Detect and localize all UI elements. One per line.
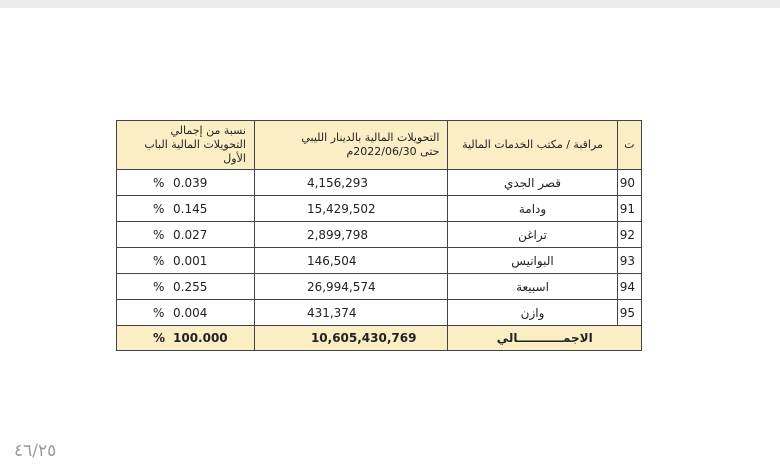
percent-sign: % (153, 201, 165, 216)
percent-sign: % (153, 331, 166, 345)
table-header-row (117, 121, 642, 170)
header-amount-line1: التحويلات المالية بالدينار الليبي (301, 131, 440, 144)
transfer-amount: 2,899,798 (254, 222, 448, 248)
total-row (117, 326, 642, 351)
table-row (117, 222, 642, 248)
transfer-amount: 431,374 (254, 300, 448, 326)
table-row (117, 300, 642, 326)
total-percentage-value: 100.000 (173, 331, 228, 345)
percent-sign: % (153, 279, 165, 294)
percentage-cell (117, 196, 255, 222)
percentage-cell (117, 248, 255, 274)
page-number: ٤٦/٢٥ (14, 441, 57, 461)
row-number: 93 (617, 248, 641, 274)
transfer-amount: 4,156,293 (254, 170, 448, 196)
percentage-value: 0.001 (173, 253, 208, 268)
total-percentage-cell (117, 326, 255, 351)
transfer-amount: 15,429,502 (254, 196, 448, 222)
header-amount (254, 121, 448, 170)
percentage-value: 0.004 (173, 305, 208, 320)
office-name: البوانيس (448, 248, 617, 274)
header-no: ت (617, 121, 641, 170)
percent-sign: % (153, 227, 165, 242)
header-office: مراقبة / مكتب الخدمات المالية (448, 121, 617, 170)
top-strip (0, 0, 780, 8)
office-name: ودامة (448, 196, 617, 222)
table-row (117, 170, 642, 196)
office-name: قصر الجدي (448, 170, 617, 196)
header-percentage (117, 121, 255, 170)
table-row (117, 274, 642, 300)
total-amount: 10,605,430,769 (254, 326, 448, 351)
office-name: تراغن (448, 222, 617, 248)
percentage-value: 0.255 (173, 279, 208, 294)
row-number: 95 (617, 300, 641, 326)
header-pct-line1: نسبة من إجمالي (170, 124, 246, 137)
row-number: 92 (617, 222, 641, 248)
percentage-cell (117, 222, 255, 248)
percent-sign: % (153, 253, 165, 268)
office-name: وازن (448, 300, 617, 326)
row-number: 91 (617, 196, 641, 222)
percentage-value: 0.145 (173, 201, 208, 216)
transfer-amount: 146,504 (254, 248, 448, 274)
percentage-cell (117, 170, 255, 196)
financial-transfers-table (116, 120, 642, 351)
percent-sign: % (153, 305, 165, 320)
percentage-cell (117, 274, 255, 300)
row-number: 90 (617, 170, 641, 196)
percentage-value: 0.039 (173, 175, 208, 190)
header-amount-line2: حتى 2022/06/30م (346, 145, 440, 158)
office-name: اسبيعة (448, 274, 617, 300)
table-row (117, 248, 642, 274)
percentage-cell (117, 300, 255, 326)
total-label: الاجمـــــــــــالي (448, 326, 642, 351)
percent-sign: % (153, 175, 165, 190)
percentage-value: 0.027 (173, 227, 208, 242)
table-row (117, 196, 642, 222)
header-pct-line2: التحويلات المالية الباب الأول (144, 138, 246, 165)
transfer-amount: 26,994,574 (254, 274, 448, 300)
row-number: 94 (617, 274, 641, 300)
